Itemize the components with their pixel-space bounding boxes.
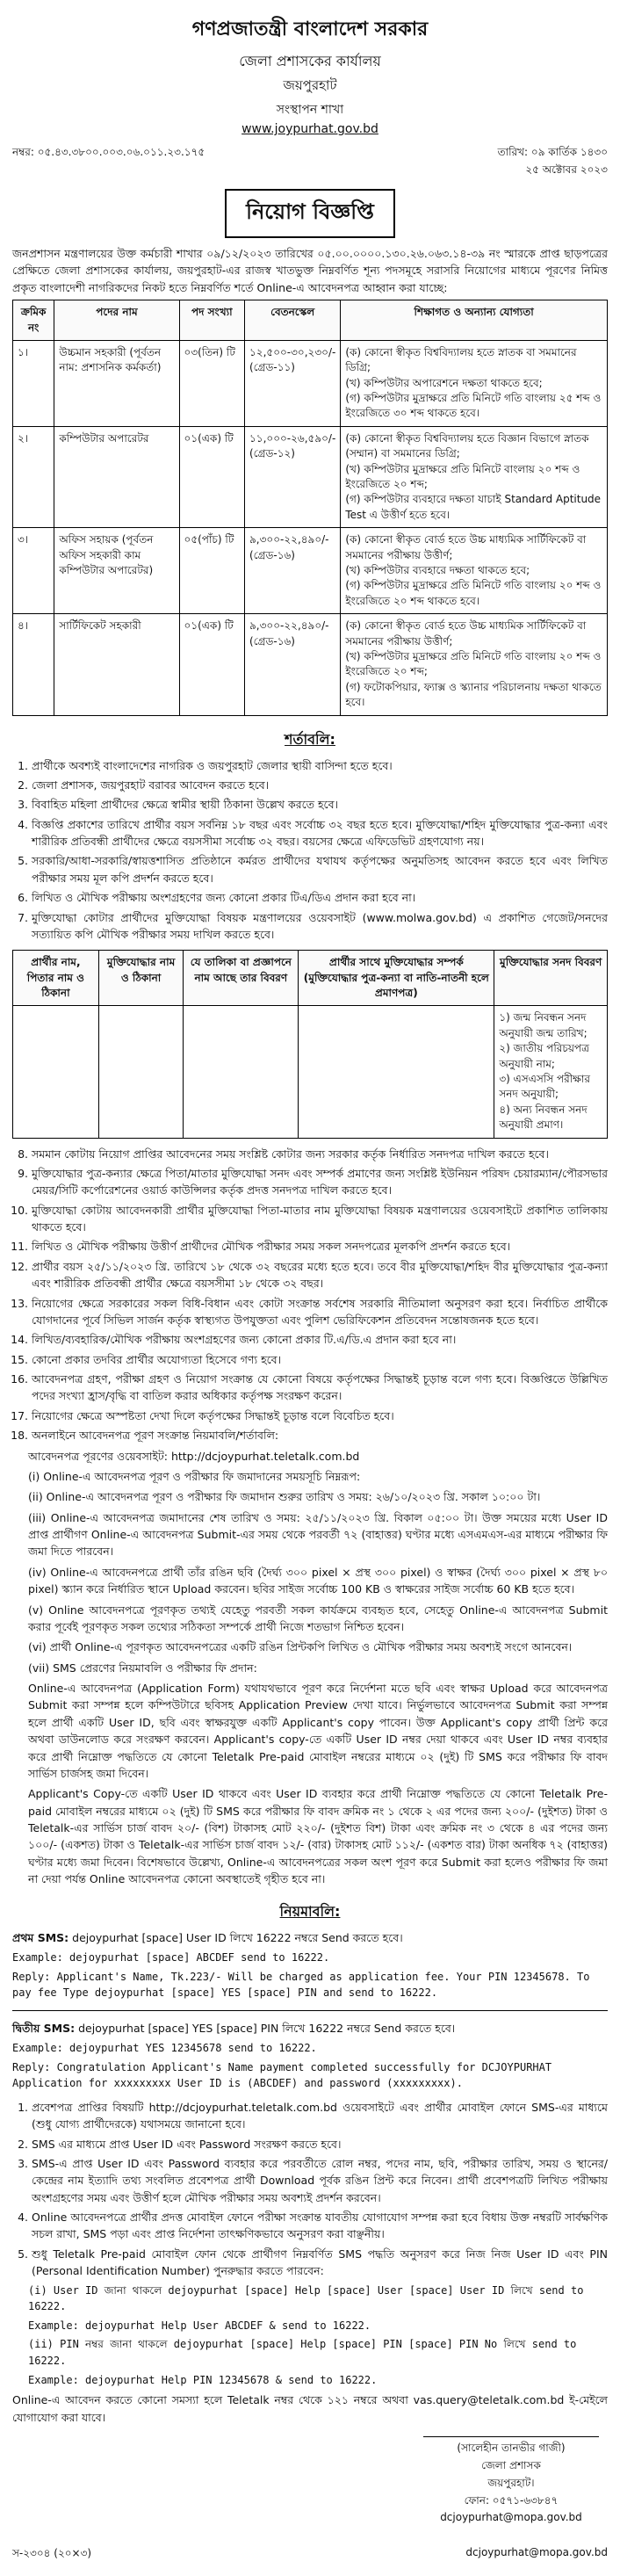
list-item: 17. নিয়োগের ক্ষেত্রে অস্পষ্টতা দেখা দিলে কর্তৃপক্ষের সিদ্ধান্তই চূড়ান্ত বলে বিবেচিত হবে। xyxy=(32,1407,608,1424)
branch-name: সংস্থাপন শাখা xyxy=(276,103,344,117)
conditions-list xyxy=(12,757,608,944)
row-post-count: ০৫(পাঁচ) টি xyxy=(179,528,244,614)
row-qualification xyxy=(341,614,608,715)
second-sms-example: Example: dejoypurhat YES 12345678 send to 16222. xyxy=(12,2042,317,2055)
quota-col-5: মুক্তিযোদ্ধার সনদ বিবরণ xyxy=(494,951,608,1006)
sms-block xyxy=(12,1929,608,2092)
recovery-block xyxy=(12,2283,608,2389)
row-pay-scale: ১১,০০০-২৬,৫৯০/- (গ্রেড-১২) xyxy=(245,426,341,527)
conditions-list-continued xyxy=(12,1146,608,1444)
online-item: (ii) Online-এ আবেদনপত্র পূরণ ও পরীক্ষার ফি জমাদান শুরুর তারিখ ও সময়: ২৬/১০/২০২৩ খ্রি. সকাল ১০:০০ টা। xyxy=(28,1490,541,1504)
online-item: (i) Online-এ আবেদনপত্র পূরণ ও পরীক্ষার ফি জমাদানের সময়সূচি নিম্নরূপ: xyxy=(28,1469,361,1483)
second-sms-label: দ্বিতীয় SMS: xyxy=(12,2021,76,2035)
online-item: (vi) প্রার্থী Online-এ পূরণকৃত আবেদনপত্রের একটি রঙিন প্রিন্টকপি লিখিত ও মৌখিক পরীক্ষার সময় অবশ্যই সংগে আনবেন। xyxy=(28,1640,573,1654)
date-bangla: তারিখ: ০৯ কার্তিক ১৪৩০ xyxy=(497,146,608,158)
quota-note: ১) জন্ম নিবন্ধন সনদ অনুযায়ী জন্ম তারিখ; xyxy=(499,1011,588,1039)
list-item: 5. শুধু Teletalk Pre-paid মোবাইল ফোন থেকে প্রার্থীগণ নিম্নবর্ণিত SMS পদ্ধতি অনুসরণ করে নিজ নিজ User ID এবং PIN (Personal Identification Number) পুনরুদ্ধার করতে পারবেন: xyxy=(32,2246,608,2280)
col-serial: ক্রমিক নং xyxy=(13,300,54,341)
list-item: 2. SMS এর মাধ্যমে প্রাপ্ত User ID এবং Password সংরক্ষণ করতে হবে। xyxy=(32,2136,608,2153)
table-row xyxy=(13,340,608,426)
list-item: 9. মুক্তিযোদ্ধার পুত্র-কন্যার ক্ষেত্রে পিতা/মাতার মুক্তিযোদ্ধা সনদ এবং সম্পর্ক প্রমাণের জন্য সংশ্লিষ্ট ইউনিয়ন পরিষদ চেয়ারম্যান/পৌরসভার মেয়র/সিটি কর্পোরেশনের ওয়ার্ড কাউন্সিলর কর্তৃক প্রদত্ত সনদপত্র দাখিল করতে হবে। xyxy=(32,1165,608,1199)
online-site: আবেদনপত্র পূরণের ওয়েবসাইট: http://dcjoypurhat.teletalk.com.bd xyxy=(28,1449,360,1463)
qualification-line: (খ) কম্পিউটার ব্যবহারে দক্ষতা থাকতে হবে; xyxy=(345,563,530,576)
date-english: ২৫ অক্টোবর ২০২৩ xyxy=(525,163,608,176)
recovery-user-id: (i) User ID জানা থাকলে dejoypurhat [space] Help [space] User [space] User ID লিখে send to 16222. xyxy=(28,2283,584,2313)
row-pay-scale: ১২,৫০০-৩০,২৩০/- (গ্রেড-১১) xyxy=(245,340,341,426)
divider xyxy=(12,2010,608,2011)
qualification-line: (খ) কম্পিউটার মুদ্রাক্ষরে প্রতি মিনিটে গতি বাংলায় ২০ শব্দ ও ইংরেজিতে ২০ শব্দ; xyxy=(345,649,602,678)
online-item: (v) Online আবেদনপত্রে পূরণকৃত তথ্যই যেহেতু পরবর্তী সকল কার্যক্রমে ব্যবহৃত হবে, সেহেতু Online-এ আবেদনপত্র Submit করার পূর্বেই পূরণকৃত সকল তথ্যের সঠিকতা সম্পর্কে প্রার্থী নিজে শতভাগ নিশ্চিত হবেন। xyxy=(28,1603,608,1633)
rules-list xyxy=(12,2099,608,2280)
signature-line xyxy=(423,2401,599,2437)
memo-line xyxy=(12,145,608,180)
row-qualification xyxy=(341,340,608,426)
first-sms-command: dejoypurhat [space] User ID লিখে 16222 নম্বরে Send করতে হবে। xyxy=(72,1930,403,1944)
online-item: (iii) Online-এ আবেদনপত্র জমাদানের শেষ তারিখ ও সময়: ২৫/১১/২০২৩ খ্রি. বিকাল ০৫:০০ টা। উক্ত সময়ের মধ্যে User ID প্রাপ্ত প্রার্থীগণ Online-এ আবেদনপত্র Submit-এর সময় থেকে পরবর্তী ৭২ (বাহাত্তর) ঘণ্টার মধ্যে এসএমএস-এর মাধ্যমে পরীক্ষার ফি জমা দিতে পারবেন। xyxy=(28,1510,608,1559)
list-item: 3. বিবাহিত মহিলা প্রার্থীদের ক্ষেত্রে স্বামীর স্থায়ী ঠিকানা উল্লেখ করতে হবে। xyxy=(32,796,608,813)
row-qualification xyxy=(341,528,608,614)
first-sms-label: প্রথম SMS: xyxy=(12,1930,69,1944)
conditions-title: শর্তাবলি: xyxy=(285,730,335,748)
qualification-line: (গ) কম্পিউটার মুদ্রাক্ষরে প্রতি মিনিটে গতি বাংলায় ২৫ শব্দ ও ইংরেজিতে ৩০ শব্দ থাকতে হবে। xyxy=(345,392,602,420)
qualification-line: (গ) ফটোকপিয়ার, ফ্যাক্স ও স্ক্যানার পরিচালনায় দক্ষতা থাকতে হবে। xyxy=(345,680,602,709)
signatory-phone: ফোন: ০৫৭১-৬৩৮৪৭ xyxy=(464,2494,559,2507)
qualification-line: (ক) কোনো স্বীকৃত বিশ্ববিদ্যালয় হতে বিজ্ঞান বিভাগে স্নাতক (সম্মান) বা সমমানের ডিগ্রি; xyxy=(345,431,589,460)
list-item: 10. মুক্তিযোদ্ধা কোটায় আবেদনকারী প্রার্থীর মুক্তিযোদ্ধা পিতা-মাতার নাম মুক্তিযোদ্ধা বিষয়ক মন্ত্রণালয়ের ওয়েবসাইটে প্রকাশিত তালিকায় থাকতে হবে। xyxy=(32,1202,608,1236)
post-table-header xyxy=(13,300,608,341)
row-post-count: ০১(এক) টি xyxy=(179,614,244,715)
qualification-line: (গ) কম্পিউটার মুদ্রাক্ষরে প্রতি মিনিটে গতি বাংলায় ২০ শব্দ ও ইংরেজিতে ২০ শব্দ থাকতে হবে। xyxy=(345,579,602,607)
intro-paragraph: জনপ্রশাসন মন্ত্রণালয়ের উক্ত কর্মচারী শাখার ০৯/১২/২০২৩ তারিখের ০৫.০০.০০০০.১৩০.২৬.০৬৩.১৪-৩৯ নং স্মারকে প্রাপ্ত ছাড়পত্রের প্রেক্ষিতে জেলা প্রশাসকের কার্যালয়, জয়পুরহাট-এর রাজস্ব খাতভুক্ত নিম্নবর্ণিত শূন্য পদসমূহে সরাসরি নিয়োগের মাধ্যমে পূরণের নিমিত্ত প্রকৃত বাংলাদেশী নাগরিকদের নিকট হতে নিম্নবর্ণিত শর্তে Online-এ আবেদনপত্র আহ্বান করা যাচ্ছে: xyxy=(12,247,608,294)
list-item: 1. প্রবেশপত্র প্রাপ্তির বিষয়টি http://dcjoypurhat.teletalk.com.bd ওয়েবসাইটে এবং প্রার্থীর মোবাইল ফোনে SMS-এর মাধ্যমে (শুধু যোগ্য প্রার্থীদেরকে) যথাসময়ে জানানো হবে। xyxy=(32,2099,608,2133)
online-item: (iv) Online-এ আবেদনপত্রে প্রার্থী তাঁর রঙিন ছবি (দৈর্ঘ্য ৩০০ pixel × প্রস্থ ৩০০ pixel) ও স্বাক্ষর (দৈর্ঘ্য ৩০০ pixel × প্রস্থ ৮০ pixel) স্ক্যান করে নির্ধারিত স্থানে Upload করবেন। ছবির সাইজ সর্বোচ্চ 100 KB ও স্বাক্ষরের সাইজ সর্বোচ্চ 60 KB হতে হবে। xyxy=(28,1565,608,1596)
table-row xyxy=(13,426,608,527)
quota-notes xyxy=(494,1006,608,1138)
signatory-email: dcjoypurhat@mopa.gov.bd xyxy=(440,2511,582,2523)
print-code: স-২৩০৪ (২০×৩) xyxy=(12,2547,92,2559)
quota-col-1: প্রার্থীর নাম, পিতার নাম ও ঠিকানা xyxy=(13,951,99,1006)
row-qualification xyxy=(341,426,608,527)
qualification-line: (গ) কম্পিউটার ব্যবহারে দক্ষতা যাচাই Standard Aptitude Test এ উত্তীর্ণ হতে হবে। xyxy=(345,493,602,521)
list-item: 4. বিজ্ঞপ্তি প্রকাশের তারিখে প্রার্থীর বয়স সর্বনিম্ন ১৮ বছর এবং সর্বোচ্চ ৩২ বছর হতে হবে। মুক্তিযোদ্ধা/শহিদ মুক্তিযোদ্ধার পুত্র-কন্যা এবং শারীরিক প্রতিবন্ধী প্রার্থীদের ক্ষেত্রে বয়সসীমা সর্বোচ্চ ৩২ বছর। বয়সের ক্ষেত্রে এফিডেভিট গ্রহণযোগ্য নয়। xyxy=(32,816,608,850)
second-sms-reply: Reply: Congratulation Applicant's Name payment completed successfully for DCJOYPURHAT Application for xxxxxxxxx User ID is (ABCDEF) and password (xxxxxxxxx). xyxy=(12,2060,552,2090)
list-item: 6. লিখিত ও মৌখিক পরীক্ষায় অংশগ্রহণের জন্য কোনো প্রকার টিএ/ডিএ প্রদান করা হবে না। xyxy=(32,889,608,906)
government-name: গণপ্রজাতন্ত্রী বাংলাদেশ সরকার xyxy=(191,18,429,40)
recovery-pin-example: Example: dejoypurhat Help PIN 12345678 & send to 16222. xyxy=(28,2373,378,2386)
signatory-title: জেলা প্রশাসক xyxy=(481,2459,541,2471)
qualification-line: (ক) কোনো স্বীকৃত বোর্ড হতে উচ্চ মাধ্যমিক সার্টিফিকেট বা সমমানের পরীক্ষায় উত্তীর্ণ; xyxy=(345,533,587,561)
list-item: 7. মুক্তিযোদ্ধা কোটার প্রার্থীদের মুক্তিযোদ্ধা বিষয়ক মন্ত্রণালয়ের ওয়েবসাইট (www.molwa.gov.bd) এ প্রকাশিত গেজেট/সনদের সত্যায়িত কপি মৌখিক পরীক্ষার সময় দাখিল করতে হবে। xyxy=(32,909,608,944)
list-item: 8. সমমান কোটায় নিয়োগ প্রাপ্তির আবেদনের সময় সংশ্লিষ্ট কোটার জন্য সরকার কর্তৃক নির্ধারিত সনদপত্র দাখিল করতে হবে। xyxy=(32,1146,608,1162)
list-item: 18. অনলাইনে আবেদনপত্র পূরণ সংক্রান্ত নিয়মাবলি/শর্তাবলি: xyxy=(32,1427,608,1444)
footer xyxy=(12,2546,608,2564)
row-serial: ৪। xyxy=(13,614,54,715)
signatory-name: (সালেহীন তানভীর গাজী) xyxy=(457,2442,566,2454)
row-post-name: কম্পিউটার অপারেটর xyxy=(54,426,179,527)
second-sms-command: dejoypurhat [space] YES [space] PIN লিখে 16222 নম্বরে Send করতে হবে। xyxy=(78,2021,456,2035)
qualification-line: (ক) কোনো স্বীকৃত বোর্ড হতে উচ্চ মাধ্যমিক সার্টিফিকেট বা সমমানের পরীক্ষায় উত্তীর্ণ; xyxy=(345,619,587,648)
row-serial: ১। xyxy=(13,340,54,426)
list-item: 2. জেলা প্রশাসক, জয়পুরহাট বরাবর আবেদন করতে হবে। xyxy=(32,777,608,793)
row-post-count: ০১(এক) টি xyxy=(179,426,244,527)
post-table xyxy=(12,300,608,715)
district-name: জয়পুরহাট xyxy=(283,77,337,93)
recovery-user-id-example: Example: dejoypurhat Help User ABCDEF & send to 16222. xyxy=(28,2319,371,2332)
list-item: 13. নিয়োগের ক্ষেত্রে সরকারের সকল বিধি-বিধান এবং কোটা সংক্রান্ত সর্বশেষ সরকারি নীতিমালা অনুসরণ করা হবে। নির্বাচিত প্রার্থীকে যোগদানের পূর্বে সিভিল সার্জন কর্তৃক স্বাস্থ্যগত উপযুক্ততা এবং পুলিশ ভেরিফিকেশন প্রতিবেদন সন্তোষজনক হতে হবে। xyxy=(32,1295,608,1329)
col-qualification: শিক্ষাগত ও অন্যান্য যোগ্যতা xyxy=(341,300,608,341)
online-item: (vii) SMS প্রেরণের নিয়মাবলি ও পরীক্ষার ফি প্রদান: xyxy=(28,1661,257,1675)
recovery-pin: (ii) PIN নম্বর জানা থাকলে dejoypurhat [space] Help [space] PIN [space] PIN No লিখে send to 16222. xyxy=(28,2338,577,2367)
quota-cell xyxy=(299,1006,494,1138)
website-link[interactable]: www.joypurhat.gov.bd xyxy=(242,122,378,136)
row-serial: ২। xyxy=(13,426,54,527)
online-detail: Online-এ আবেদনপত্র (Application Form) যথাযথভাবে পূরণ করে নির্দেশনা মতে ছবি এবং স্বাক্ষর Upload করে আবেদনপত্র Submit করা সম্পন্ন হলে কম্পিউটারে ছবিসহ Application Preview দেখা যাবে। নির্ভুলভাবে আবেদনপত্র Submit করা সম্পন্ন হলে প্রার্থী একটি User ID, ছবি এবং স্বাক্ষরযুক্ত একটি Applicant's copy পাবেন। উক্ত Applicant's copy প্রার্থী প্রিন্ট করে অথবা ডাউনলোড করে সংরক্ষণ করবেন। Applicant's copy-তে একটি User ID নম্বর দেয়া থাকবে এবং User ID নম্বর ব্যবহার করে প্রার্থী নিম্নোক্ত পদ্ধতিতে যে কোনো Teletalk Pre-paid মোবাইল নম্বরের মাধ্যমে ০২ (দুই) টি SMS করে পরীক্ষার ফি বাবদ সার্ভিস চার্জসহ জমা দিবেন। xyxy=(28,1682,608,1780)
first-sms-example: Example: dejoypurhat [space] ABCDEF send to 16222. xyxy=(12,1950,330,1964)
letterhead xyxy=(12,14,608,136)
last-rule: Online-এ আবেদন করতে কোনো সমস্যা হলে Teletalk নম্বর থেকে ১২১ নম্বরে অথবা vas.query@teletalk.com.bd ই-মেইলে যোগাযোগ করা যাবে। xyxy=(12,2393,608,2424)
quota-cell xyxy=(98,1006,184,1138)
quota-note: ৩) এসএসসি পরীক্ষার সনদ অনুযায়ী; xyxy=(499,1072,590,1101)
table-row xyxy=(13,614,608,715)
online-detail: Applicant's Copy-তে একটি User ID থাকবে এবং User ID ব্যবহার করে প্রার্থী নিম্নোক্ত পদ্ধতিতে যে কোনো Teletalk Pre-paid মোবাইল নম্বরের মাধ্যমে ০২ (দুই) টি SMS করে পরীক্ষার ফি বাবদ ক্রমিক নং ১ থেকে ২ এর পদের জন্য ২০০/- (দুইশত) টাকা ও Teletalk-এর সার্ভিস চার্জ বাবদ ২০/- (বিশ) টাকাসহ মোট ২২০/- (দুইশত বিশ) টাকা এবং ক্রমিক নং ৩ থেকে ৪ এর পদের জন্য ১০০/- (একশত) টাকা ও Teletalk-এর সার্ভিস চার্জ বাবদ ১২/- (বার) টাকাসহ মোট ১১২/- (একশত বার) টাকা অনধিক ৭২ (বাহাত্তর) ঘণ্টার মধ্যে জমা দিবেন। বিশেষভাবে উল্লেখ্য, Online-এ আবেদনপত্রের সকল অংশ পূরণ করে Submit করা হলেও পরীক্ষার ফি জমা না দেয়া পর্যন্ত Online আবেদনপত্র কোনো অবস্থাতেই গৃহীত হবে না। xyxy=(28,1787,608,1886)
quota-cell xyxy=(13,1006,99,1138)
table-row xyxy=(13,528,608,614)
qualification-line: (খ) কম্পিউটার মুদ্রাক্ষরে প্রতি মিনিটে বাংলায় ২০ শব্দ ও ইংরেজিতে ২০ শব্দ; xyxy=(345,462,580,491)
signature-block xyxy=(423,2401,599,2523)
first-sms-reply: Reply: Applicant's Name, Tk.223/- Will be charged as application fee. Your PIN 12345678. To pay fee Type dejoypurhat [space] YES [space] PIN and send to 16222. xyxy=(12,1970,590,2000)
rules-title: নিয়মাবলি: xyxy=(279,1902,341,1920)
col-post-name: পদের নাম xyxy=(54,300,179,341)
row-post-name: অফিস সহায়ক (পূর্বতন অফিস সহকারী কাম কম্পিউটার অপারেটর) xyxy=(54,528,179,614)
row-post-name: সার্টিফিকেট সহকারী xyxy=(54,614,179,715)
list-item: 15. কোনো প্রকার তদবির প্রার্থীর অযোগ্যতা হিসেবে গণ্য হবে। xyxy=(32,1351,608,1368)
office-name: জেলা প্রশাসকের কার্যালয় xyxy=(239,53,381,69)
notice-title: নিয়োগ বিজ্ঞপ্তি xyxy=(225,189,395,238)
row-post-name: উচ্চমান সহকারী (পূর্বতন নাম: প্রশাসনিক কর্মকর্তা) xyxy=(54,340,179,426)
list-item: 16. আবেদনপত্র গ্রহণ, পরীক্ষা গ্রহণ ও নিয়োগ সংক্রান্ত যে কোনো বিষয়ে কর্তৃপক্ষের সিদ্ধান্তই চূড়ান্ত বলে গণ্য হবে। বিজ্ঞপ্তিতে উল্লিখিত পদের সংখ্যা হ্রাস/বৃদ্ধি বা বাতিল করার অধিকার কর্তৃপক্ষ সংরক্ষণ করেন। xyxy=(32,1371,608,1405)
list-item: 12. প্রার্থীর বয়স ২৫/১১/২০২৩ খ্রি. তারিখে ১৮ থেকে ৩২ বছরের মধ্যে হতে হবে। তবে বীর মুক্তিযোদ্ধা/শহিদ বীর মুক্তিযোদ্ধার পুত্র-কন্যা এবং শারীরিক প্রতিবন্ধী প্রার্থীর ক্ষেত্রে বয়সসীমা ১৮ থেকে ৩২ বছর। xyxy=(32,1258,608,1292)
list-item: 3. SMS-এ প্রাপ্ত User ID এবং Password ব্যবহার করে পরবর্তীতে রোল নম্বর, পদের নাম, ছবি, পরীক্ষার তারিখ, সময় ও স্থানের/কেন্দ্রের নাম ইত্যাদি তথ্য সংবলিত প্রবেশপত্র প্রার্থী Download পূর্বক রঙিন প্রিন্ট করে নিবেন। প্রার্থী প্রবেশপত্রটি লিখিত পরীক্ষায় অংশগ্রহণের সময় এবং উত্তীর্ণ হলে মৌখিক পরীক্ষার সময় অবশ্যই প্রদর্শন করবেন। xyxy=(32,2155,608,2206)
qualification-line: (ক) কোনো স্বীকৃত বিশ্ববিদ্যালয় হতে স্নাতক বা সমমানের ডিগ্রি; xyxy=(345,345,577,374)
memo-number: নম্বর: ০৫.৪৩.৩৮০০.০০৩.০৬.০১১.২৩.১৭৫ xyxy=(12,146,205,158)
list-item: 5. সরকারি/আধা-সরকারি/স্বায়ত্তশাসিত প্রতিষ্ঠানে কর্মরত প্রার্থীদের যথাযথ কর্তৃপক্ষের অনুমতিসহ আবেদন করতে হবে এবং লিখিত পরীক্ষার সময় মূল কপি প্রদর্শন করতে হবে। xyxy=(32,852,608,886)
col-pay-scale: বেতনস্কেল xyxy=(245,300,341,341)
list-item: 4. Online আবেদনপত্রে প্রার্থীর প্রদত্ত মোবাইল ফোনে পরীক্ষা সংক্রান্ত যাবতীয় যোগাযোগ সম্পন্ন করা হবে বিধায় উক্ত নম্বরটি সার্বক্ষণিক সচল রাখা, SMS পড়া এবং প্রাপ্ত নির্দেশনা তাৎক্ষণিকভাবে অনুসরণ করা বাঞ্ছনীয়। xyxy=(32,2209,608,2243)
quota-note: ২) জাতীয় পরিচয়পত্র অনুযায়ী নাম; xyxy=(499,1042,589,1070)
quota-cell xyxy=(184,1006,299,1138)
quota-col-3: যে তালিকা বা প্রজ্ঞাপনে নাম আছে তার বিবরণ xyxy=(184,951,299,1006)
first-sms-line xyxy=(12,1929,608,1946)
signatory-district: জয়পুরহাট। xyxy=(487,2477,535,2489)
row-serial: ৩। xyxy=(13,528,54,614)
qualification-line: (খ) কম্পিউটার অপারেশনে দক্ষতা থাকতে হবে; xyxy=(345,376,543,389)
second-sms-line xyxy=(12,2020,608,2037)
col-post-count: পদ সংখ্যা xyxy=(179,300,244,341)
quota-table xyxy=(12,950,608,1138)
list-item: 11. লিখিত ও মৌখিক পরীক্ষায় উত্তীর্ণ প্রার্থীদের মৌখিক পরীক্ষার সময় সকল সনদপত্রের মূলকপি প্রদর্শন করতে হবে। xyxy=(32,1238,608,1255)
table-row xyxy=(13,1006,608,1138)
memo-dates xyxy=(498,145,608,180)
quota-col-2: মুক্তিযোদ্ধার নাম ও ঠিকানা xyxy=(98,951,184,1006)
list-item: 14. লিখিত/ব্যবহারিক/মৌখিক পরীক্ষায় অংশগ্রহণের জন্য কোনো প্রকার টি.এ/ডি.এ প্রদান করা হবে না। xyxy=(32,1331,608,1348)
quota-table-header xyxy=(13,951,608,1006)
online-instructions xyxy=(12,1448,608,1888)
row-pay-scale: ৯,৩০০-২২,৪৯০/- (গ্রেড-১৬) xyxy=(245,528,341,614)
list-item: 1. প্রার্থীকে অবশ্যই বাংলাদেশের নাগরিক ও জয়পুরহাট জেলার স্থায়ী বাসিন্দা হতে হবে। xyxy=(32,757,608,774)
row-pay-scale: ৯,৩০০-২২,৪৯০/- (গ্রেড-১৬) xyxy=(245,614,341,715)
row-post-count: ০৩(তিন) টি xyxy=(179,340,244,426)
quota-note: ৪) অন্য নিবন্ধন সনদ অনুযায়ী প্রমাণ। xyxy=(499,1103,588,1132)
footer-email: dcjoypurhat@mopa.gov.bd xyxy=(465,2546,608,2558)
quota-col-4: প্রার্থীর সাথে মুক্তিযোদ্ধার সম্পর্ক (মুক্তিযোদ্ধার পুত্র-কন্যা বা নাতি-নাতনী হলে প্রমাণপত্র) xyxy=(299,951,494,1006)
